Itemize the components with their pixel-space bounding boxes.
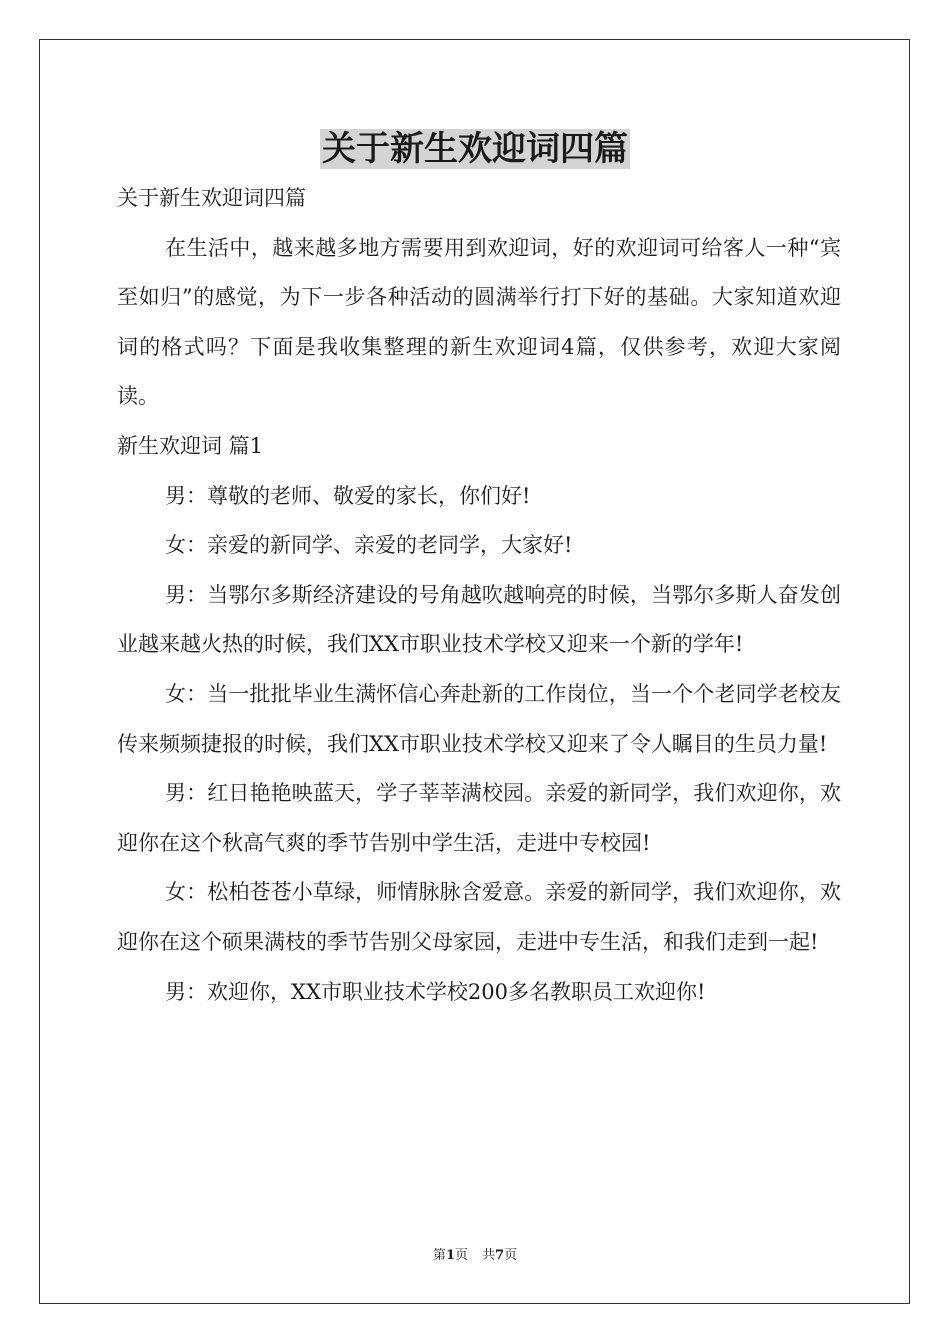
dialogue-paragraph-4: 女：当一批批毕业生满怀信心奔赴新的工作岗位，当一个个老同学老校友传来频频捷报的时候，我们XX市职业技术学校又迎来了令人瞩目的生员力量! bbox=[117, 681, 841, 756]
dialogue-paragraph-1: 男：尊敬的老师、敬爱的家长，你们好! bbox=[165, 483, 531, 508]
document-title-text: 关于新生欢迎词四篇 bbox=[322, 129, 628, 169]
footer-page-suffix: 页 bbox=[454, 1248, 468, 1263]
document-body bbox=[117, 174, 841, 1017]
footer-total-suffix: 页 bbox=[504, 1248, 518, 1263]
footer-total-prefix: 共 bbox=[482, 1248, 496, 1263]
intro-paragraph: 在生活中，越来越多地方需要用到欢迎词，好的欢迎词可给客人一种“宾至如归”的感觉，为下一步各种活动的圆满举行打下好的基础。大家知道欢迎词的格式吗？下面是我收集整理的新生欢迎词4篇，仅供参考，欢迎大家阅读。 bbox=[117, 235, 841, 409]
section-heading: 新生欢迎词 篇1 bbox=[117, 433, 264, 458]
dialogue-paragraph-2: 女：亲爱的新同学、亲爱的老同学，大家好! bbox=[165, 533, 573, 558]
dialogue-paragraph-5: 男：红日艳艳映蓝天，学子莘莘满校园。亲爱的新同学，我们欢迎你，欢迎你在这个秋高气爽的季节告别中学生活，走进中专校园! bbox=[117, 781, 841, 855]
footer-page-prefix: 第 bbox=[432, 1248, 446, 1263]
document-subtitle: 关于新生欢迎词四篇 bbox=[117, 186, 306, 210]
footer-page-number: 1 bbox=[445, 1248, 455, 1263]
page-footer bbox=[0, 1246, 950, 1266]
dialogue-paragraph-7: 男：欢迎你，XX市职业技术学校200多名教职员工欢迎你! bbox=[165, 979, 706, 1004]
document-title bbox=[0, 124, 950, 174]
dialogue-paragraph-6: 女：松柏苍苍小草绿，师情脉脉含爱意。亲爱的新同学，我们欢迎你，欢迎你在这个硕果满枝的季节告别父母家园，走进中专生活，和我们走到一起! bbox=[117, 880, 841, 954]
dialogue-paragraph-3: 男：当鄂尔多斯经济建设的号角越吹越响亮的时候，当鄂尔多斯人奋发创业越来越火热的时候，我们XX市职业技术学校又迎来一个新的学年! bbox=[117, 582, 841, 657]
footer-total-pages: 7 bbox=[495, 1248, 505, 1263]
